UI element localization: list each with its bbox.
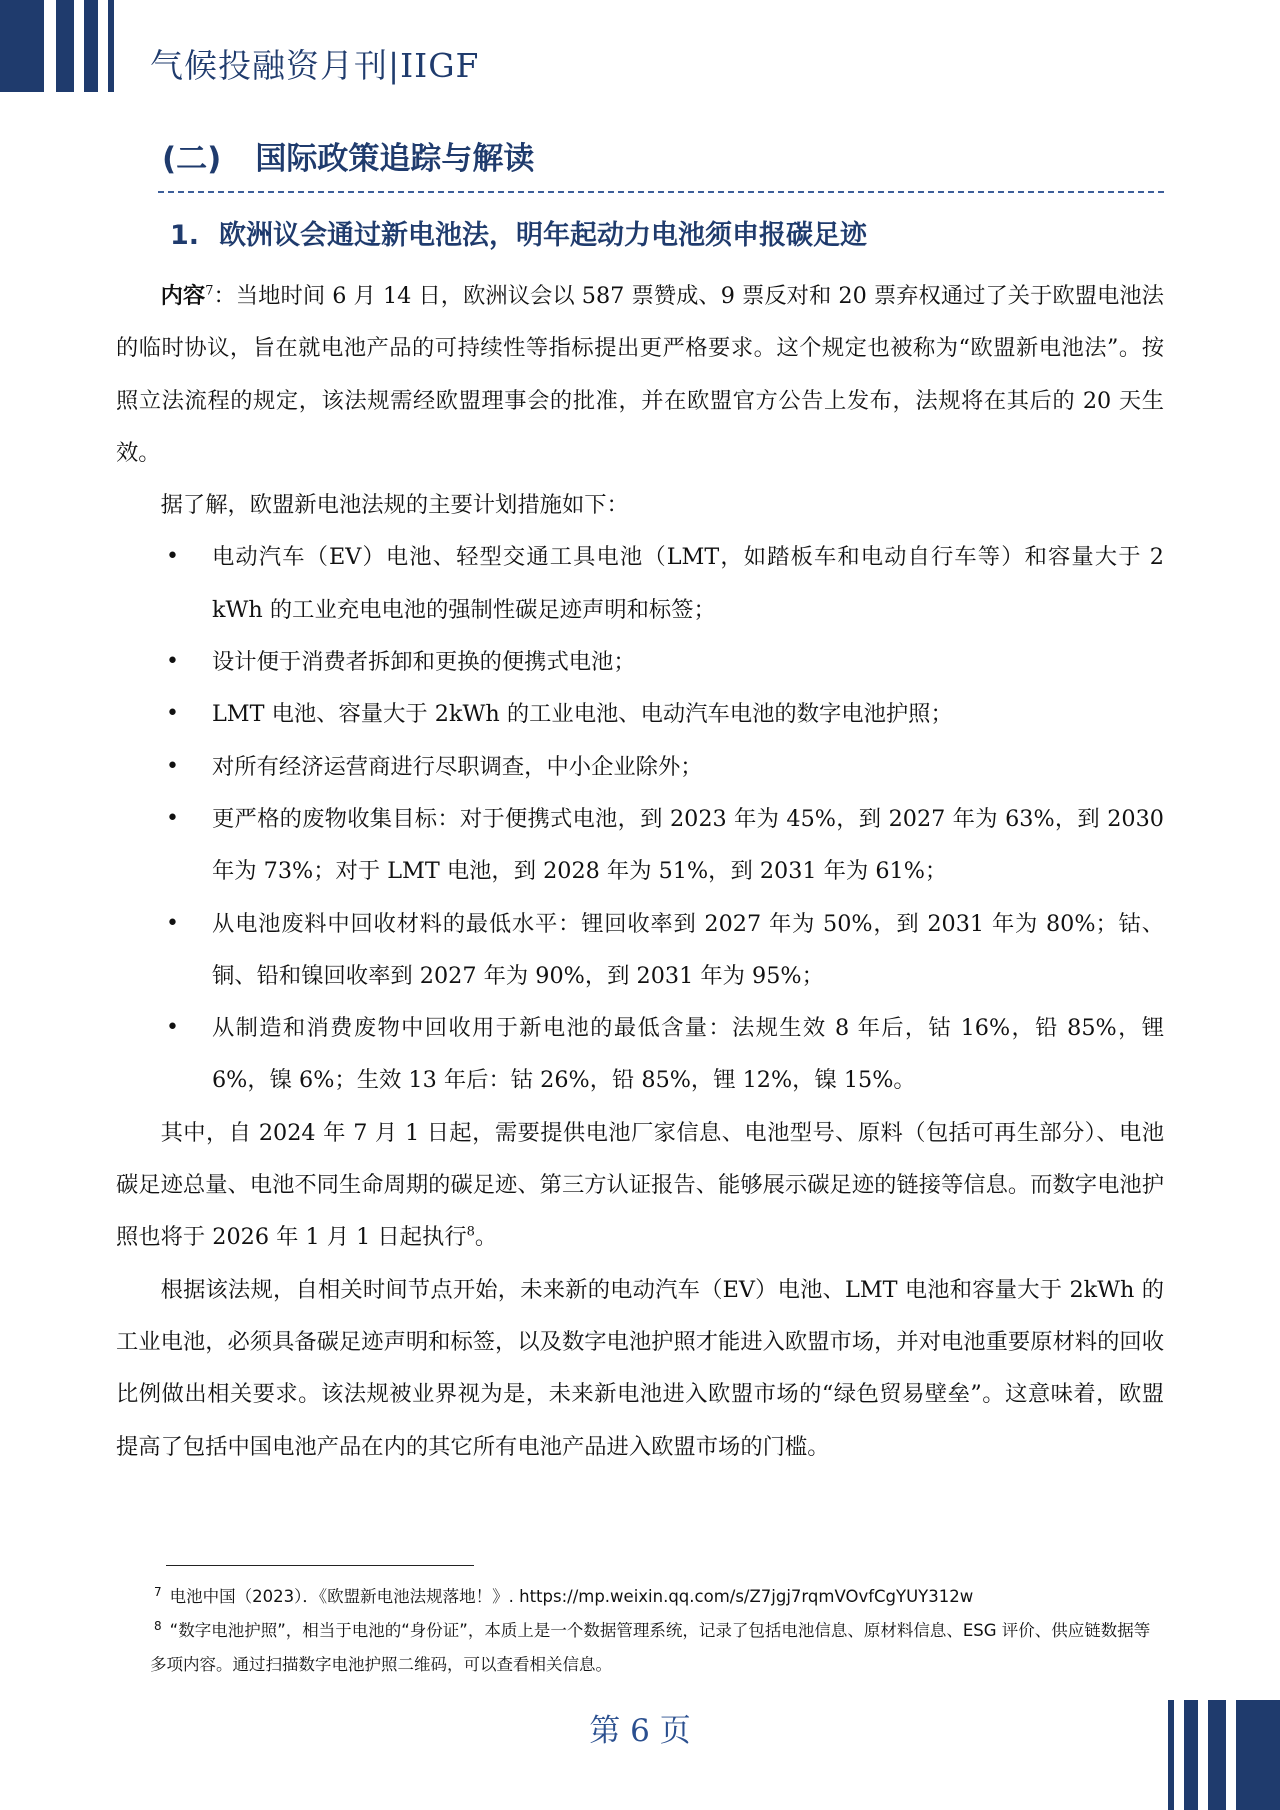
- footnote-separator: [166, 1565, 474, 1566]
- footnote-ref-8[interactable]: 8: [466, 1224, 475, 1240]
- section-number: (二): [162, 141, 222, 177]
- content-label: 内容: [160, 283, 206, 309]
- list-item-text: 从制造和消费废物中回收用于新电池的最低含量：法规生效 8 年后，钴 16%，铅 85%，锂 6%，镍 6%；生效 13 年后：钴 26%，铅 85%，锂 12%，镍 15%。: [212, 1015, 1164, 1094]
- footnote-8: [150, 1614, 1160, 1682]
- article-body: [116, 270, 1164, 1473]
- list-item: [116, 688, 1164, 740]
- paragraph-3-text: 其中，自 2024 年 7 月 1 日起，需要提供电池厂家信息、电池型号、原料（包括可再生部分）、电池碳足迹总量、电池不同生命周期的碳足迹、第三方认证报告、能够展示碳足迹的链接等信息。而数字电池护照也将于 2026 年 1 月 1 日起执行: [116, 1119, 1164, 1251]
- footnotes: [150, 1580, 1160, 1682]
- bullet-icon: •: [166, 805, 179, 831]
- paragraph-4: 根据该法规，自相关时间节点开始，未来新的电动汽车（EV）电池、LMT 电池和容量大于 2kWh 的工业电池，必须具备碳足迹声明和标签，以及数字电池护照才能进入欧盟市场，并对电池重要原材料的回收比例做出相关要求。该法规被业界视为是，未来新电池进入欧盟市场的“绿色贸易壁垒”。这意味着，欧盟提高了包括中国电池产品在内的其它所有电池产品进入欧盟市场的门槛。: [116, 1276, 1164, 1460]
- subsection-heading: [170, 213, 867, 252]
- paragraph-3: [116, 1107, 1164, 1264]
- bullet-icon: •: [166, 1015, 179, 1041]
- footnote-text: “数字电池护照”，相当于电池的“身份证”，本质上是一个数据管理系统，记录了包括电池信息、原材料信息、ESG 评价、供应链数据等多项内容。通过扫描数字电池护照二维码，可以查看相关信息。: [150, 1621, 1151, 1674]
- subsection-title: 欧洲议会通过新电池法，明年起动力电池须申报碳足迹: [219, 220, 868, 251]
- list-item: [116, 741, 1164, 793]
- footnote-ref-7[interactable]: 7: [205, 283, 214, 299]
- list-item: [116, 531, 1164, 636]
- page-number: 第 6 页: [589, 1713, 691, 1749]
- section-heading: [162, 133, 534, 178]
- list-item-text: LMT 电池、容量大于 2kWh 的工业电池、电动汽车电池的数字电池护照；: [212, 701, 953, 728]
- bullet-icon: •: [166, 910, 179, 936]
- bullet-icon: •: [166, 753, 179, 779]
- content-colon: ：: [213, 283, 236, 309]
- list-item-text: 更严格的废物收集目标：对于便携式电池，到 2023 年为 45%，到 2027 年为 63%，到 2030 年为 73%；对于 LMT 电池，到 2028 年为 51%，到 2031 年为 61%；: [212, 805, 1164, 885]
- paragraph-3-end: 。: [474, 1224, 498, 1251]
- list-item: [116, 898, 1164, 1003]
- footnote-mark: 8: [154, 1618, 162, 1633]
- bullet-icon: •: [166, 701, 179, 727]
- bullet-icon: •: [166, 649, 179, 675]
- journal-title: 气候投融资月刊|IIGF: [150, 46, 480, 85]
- list-item: [116, 1002, 1164, 1107]
- measures-list: [116, 531, 1164, 1106]
- list-item: [116, 793, 1164, 898]
- list-item-text: 对所有经济运营商进行尽职调查，中小企业除外；: [212, 753, 703, 780]
- footnote-7: [150, 1580, 1160, 1614]
- list-item-text: 从电池废料中回收材料的最低水平：锂回收率到 2027 年为 50%，到 2031 年为 80%；钴、铜、铅和镍回收率到 2027 年为 90%，到 2031 年为 95%；: [212, 910, 1164, 989]
- bullet-icon: •: [166, 544, 179, 570]
- list-item-text: 设计便于消费者拆卸和更换的便携式电池；: [212, 649, 636, 676]
- list-item-text: 电动汽车（EV）电池、轻型交通工具电池（LMT，如踏板车和电动自行车等）和容量大于 2 kWh 的工业充电电池的强制性碳足迹声明和标签；: [212, 544, 1164, 623]
- footnote-mark: 7: [154, 1584, 162, 1599]
- paragraph-2: 据了解，欧盟新电池法规的主要计划措施如下：: [160, 492, 629, 519]
- section-title: 国际政策追踪与解读: [255, 141, 535, 177]
- subsection-number: 1.: [170, 220, 200, 251]
- paragraph-content: [116, 270, 1164, 479]
- heading-divider: [158, 191, 1164, 193]
- footnote-text: 电池中国（2023）．《欧盟新电池法规落地！》. https://mp.weixin.qq.com/s/Z7jgj7rqmVOvfCgYUY312w: [169, 1587, 974, 1606]
- paragraph-1-text: 当地时间 6 月 14 日，欧洲议会以 587 票赞成、9 票反对和 20 票弃权通过了关于欧盟电池法的临时协议，旨在就电池产品的可持续性等指标提出更严格要求。这个规定也被称为“欧盟新电池法”。按照立法流程的规定，该法规需经欧盟理事会的批准，并在欧盟官方公告上发布，法规将在其后的 20 天生效。: [116, 283, 1164, 466]
- list-item: [116, 636, 1164, 688]
